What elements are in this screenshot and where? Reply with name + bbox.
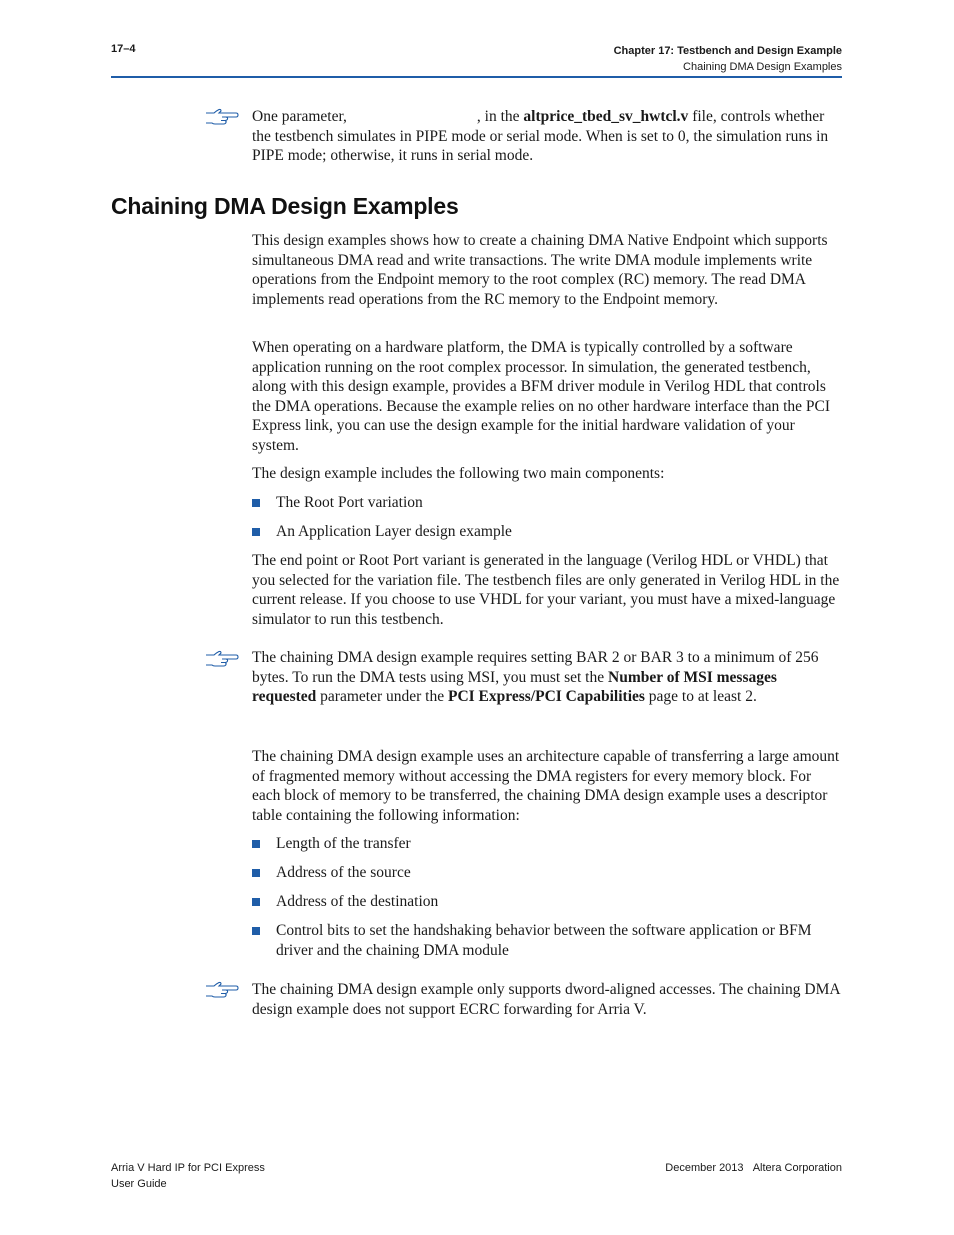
note-simulation-mode: One parameter, , in the altprice_tbed_sv_hwtcl.v file, controls whether the testbench simulates in PIPE mode or serial mode. When is set to 0, the simulation runs in PIPE mode; otherwise, it runs in serial mode. (252, 108, 829, 165)
pointing-hand-icon (205, 108, 239, 126)
square-bullet-icon (252, 869, 260, 877)
square-bullet-icon (252, 499, 260, 507)
paragraph-intro: This design examples shows how to create a chaining DMA Native Endpoint which supports simultaneous DMA read and write transactions. The write DMA module implements write operations from the Endpoint memory to the root complex (RC) memory. The read DMA implements read operations from the RC memory to the Endpoint memory. (252, 232, 828, 308)
pointing-hand-icon (205, 650, 239, 668)
footer-date-company: December 2013 Altera Corporation (665, 1162, 842, 1174)
square-bullet-icon (252, 528, 260, 536)
footer-product: Arria V Hard IP for PCI Express User Guide (111, 1162, 265, 1190)
header-rule (111, 76, 842, 78)
note-dword-aligned: The chaining DMA design example only supports dword-aligned accesses. The chaining DMA design example does not support ECRC forwarding for Arria V. (252, 981, 840, 1018)
section-title: Chaining DMA Design Examples (111, 193, 459, 219)
note-bar-msi: The chaining DMA design example requires setting BAR 2 or BAR 3 to a minimum of 256 bytes. To run the DMA tests using MSI, you must set the Number of MSI messages requested parameter under the PCI Express/PCI Capabilities page to at least 2. (252, 649, 819, 706)
paragraph-architecture: The chaining DMA design example uses an architecture capable of transferring a large amount of fragmented memory without accessing the DMA registers for every memory block. For each block of memory to be transferred, the chaining DMA design example uses a descriptor table containing the following information: (252, 748, 840, 824)
pointing-hand-icon (205, 981, 239, 999)
paragraph-hardware: When operating on a hardware platform, the DMA is typically controlled by a software application running on the root complex processor. In simulation, the generated testbench, along with this design example, provides a BFM driver module in Verilog HDL that controls the DMA operations. Because the example relies on no other hardware interface than the PCI Express link, you can use the design example for the initial hardware validation of your system. (252, 339, 831, 454)
section-running-title: Chaining DMA Design Examples (683, 61, 842, 73)
chapter-title: Chapter 17: Testbench and Design Example (613, 45, 842, 57)
square-bullet-icon (252, 898, 260, 906)
running-header (614, 43, 842, 75)
paragraph-language: The end point or Root Port variant is generated in the language (Verilog HDL or VHDL) that you selected for the variation file. The testbench files are only generated in Verilog HDL in the current release. If you choose to use VHDL for your variant, you must have a mixed-language simulator to run this testbench. (252, 552, 840, 628)
paragraph-components-intro: The design example includes the following two main components: (252, 465, 665, 482)
page-number: 17–4 (111, 43, 136, 55)
file-name: altprice_tbed_sv_hwtcl.v (523, 108, 689, 125)
square-bullet-icon (252, 840, 260, 848)
square-bullet-icon (252, 927, 260, 935)
